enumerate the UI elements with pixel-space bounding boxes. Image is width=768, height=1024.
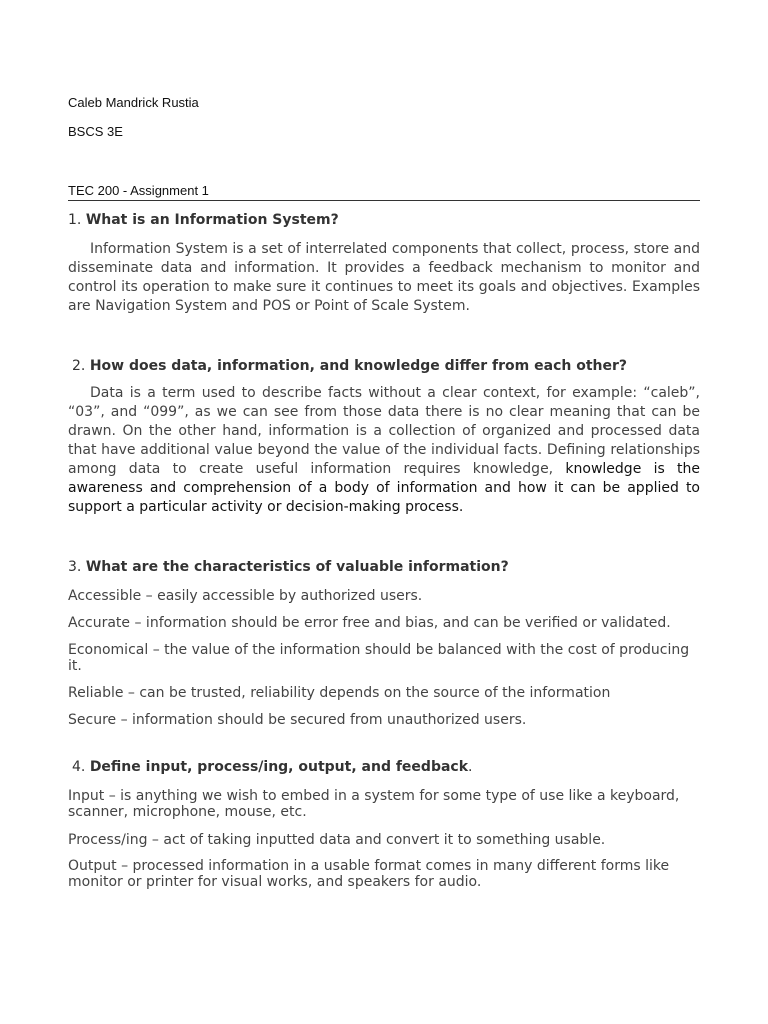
question-1 <box>68 211 700 229</box>
list-item: Input – is anything we wish to embed in a system for some type of use like a keyboard, scanner, microphone, mouse, etc. <box>68 788 680 820</box>
list-item: Reliable – can be trusted, reliability depends on the source of the information <box>68 685 611 701</box>
question-4-suffix: . <box>468 759 473 775</box>
answer-1-text: Information System is a set of interrelated components that collect, process, store and disseminate data and information. It provides a feedback mechanism to monitor and control its operation to make sure it continues to meet its goals and objectives. Examples are Navigation System and POS or Point of Scale System. <box>68 241 700 314</box>
question-2-number: 2. <box>72 358 86 374</box>
list-item: Secure – information should be secured from unauthorized users. <box>68 712 527 728</box>
class-section: BSCS 3E <box>68 124 123 139</box>
list-item: Accurate – information should be error free and bias, and can be verified or validated. <box>68 615 671 631</box>
answer-1 <box>68 240 700 316</box>
question-4 <box>72 758 704 776</box>
question-3-number: 3. <box>68 559 82 575</box>
list-item: Economical – the value of the information should be balanced with the cost of producing it. <box>68 642 690 674</box>
answer-2-text-part2: knowledge is the awareness and comprehension of a body of information and how it can be applied to support a particular activity or decision-making process. <box>68 461 701 515</box>
question-4-number: 4. <box>72 759 86 775</box>
question-1-text: What is an Information System? <box>85 212 339 228</box>
list-item: Output – processed information in a usable format comes in many different forms like monitor or printer for visual works, and speakers for audio. <box>68 858 670 890</box>
question-2 <box>72 357 704 375</box>
list-item: Process/ing – act of taking inputted data and convert it to something usable. <box>68 832 606 848</box>
question-2-text: How does data, information, and knowledge differ from each other? <box>89 358 628 374</box>
answer-2 <box>68 384 700 517</box>
question-1-number: 1. <box>68 212 82 228</box>
author-name: Caleb Mandrick Rustia <box>68 95 199 110</box>
header-divider <box>68 200 700 201</box>
answer-2-text-part1: Data is a term used to describe facts without a clear context, for example: “caleb”, “03”, and “099”, as we can see from those data there is no clear meaning that can be drawn. On the other hand, information is a collection of organized and processed data that have additional value beyond the value of the individual facts. Defining relationships among data to create useful information requires knowledge, <box>68 385 700 477</box>
course-title: TEC 200 - Assignment 1 <box>68 183 209 198</box>
list-item: Accessible – easily accessible by authorized users. <box>68 588 423 604</box>
question-4-text: Define input, process/ing, output, and feedback <box>89 759 469 775</box>
question-3-text: What are the characteristics of valuable information? <box>85 559 509 575</box>
question-3 <box>68 558 700 576</box>
